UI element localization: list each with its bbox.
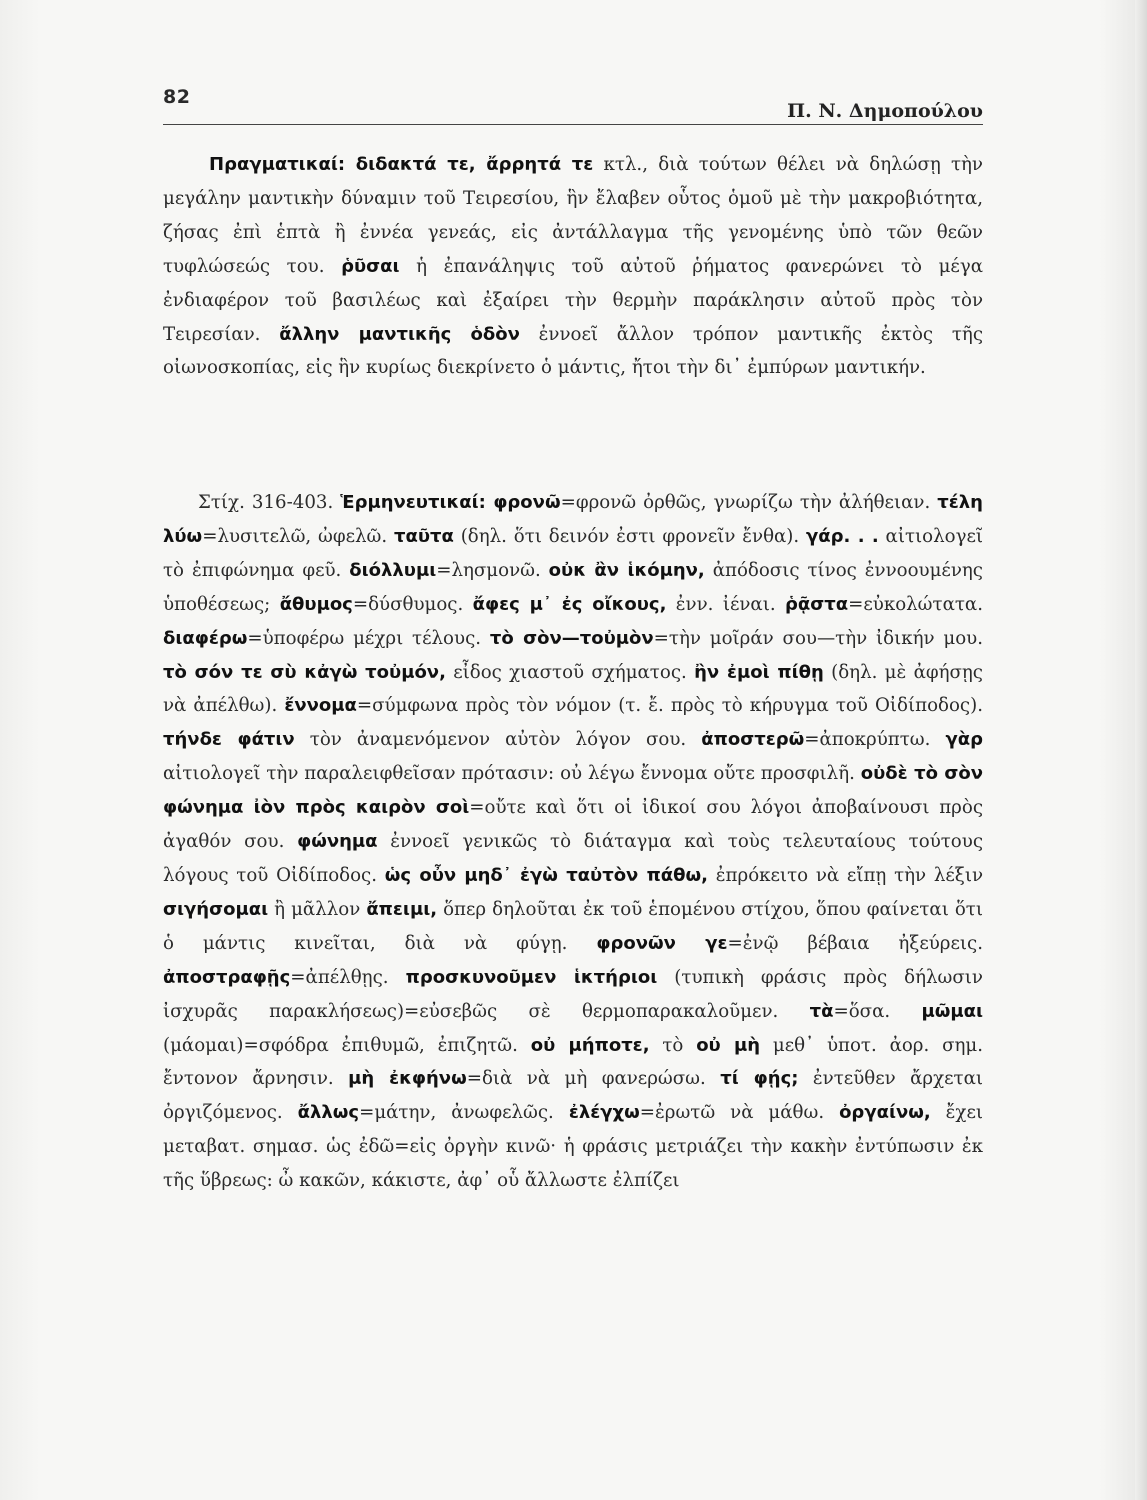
lemma-term: Πραγματικαί: διδακτά τε, ἄρρητά τε [209, 154, 594, 175]
gloss-text: =λησμονῶ. [436, 559, 549, 581]
gloss-text: ἐννοεῖ ἄλλον τρόπον μαντικῆς ἐκτὸς τῆς οἰωνοσκοπίας, εἰς ἣν κυρίως διεκρίνετο ὁ μάντις, ἤτοι τὴν δι᾽ ἐμπύρων μαντικήν. [163, 323, 984, 379]
lemma-term: διαφέρω [163, 627, 248, 649]
gloss-text: =σύμφωνα πρὸς τὸν νόμον (τ. ἔ. πρὸς τὸ κήρυγμα τοῦ Οἰδίποδος). [356, 695, 983, 717]
gloss-text: =ἀπέλθῃς. [290, 966, 406, 988]
lemma-term: Ἑρμηνευτικαί: φρονῶ [340, 492, 561, 513]
gloss-text: =ὑποφέρω μέχρι τέλους. [247, 627, 490, 649]
commentary-paragraph-1 [163, 148, 983, 385]
lemma-term: τί φῄς; [720, 1068, 799, 1090]
gloss-text: Στίχ. 316-403. [198, 492, 341, 513]
gloss-text: ὅπερ δηλοῦται ἐκ τοῦ ἑπομένου στίχου, ὅπου φαίνεται ὅτι ὁ μάντις κινεῖται, διὰ νὰ φύγῃ. [163, 898, 984, 954]
gloss-text: =εὐκολώτατα. [848, 593, 983, 615]
gloss-text: (δηλ. μὲ ἀφήσῃς νὰ ἀπέλθω). [163, 661, 983, 717]
lemma-term: γάρ. . . [806, 525, 879, 547]
gloss-text: =οὔτε καὶ ὅτι οἱ ἰδικοί σου λόγοι ἀποβαίνουσι πρὸς ἀγαθόν σου. [163, 797, 984, 853]
gloss-text: (δηλ. ὅτι δεινόν ἐστι φρονεῖν ἔνθα). [453, 525, 807, 547]
gloss-text: =τὴν μοῖράν σου—τὴν ἰδικήν μου. [653, 627, 984, 649]
lemma-term: οὐδὲ τὸ σὸν φώνημα ἰὸν πρὸς καιρὸν σοὶ [163, 763, 983, 819]
page-number: 82 [163, 86, 191, 108]
lemma-term: τὰ [809, 1000, 834, 1022]
lemma-term: οὐ μήποτε, [530, 1034, 650, 1056]
gloss-text: τὸ [649, 1034, 697, 1056]
lemma-term: φρονῶν γε [596, 932, 728, 954]
gloss-text: εἶδος χιαστοῦ σχήματος. [445, 661, 695, 683]
lemma-term: οὐ μὴ [696, 1034, 761, 1056]
lemma-term: τήνδε φάτιν [163, 729, 295, 751]
lemma-term: γὰρ [945, 729, 983, 751]
lemma-term: τὸ σόν τε σὺ κἀγὼ τοὐμόν, [163, 661, 446, 683]
gloss-text: μεθ᾽ ὑποτ. ἀορ. σημ. ἔντονον ἄρνησιν. [163, 1034, 983, 1090]
gloss-text: ἐνν. ἰέναι. [666, 593, 785, 615]
gloss-text: αἰτιολογεῖ τὴν παραλειφθεῖσαν πρότασιν: οὐ λέγω ἔννομα οὔτε προσφιλῆ. [163, 763, 861, 785]
lemma-term: σιγήσομαι [163, 898, 269, 920]
lemma-term: ἄθυμος [279, 593, 353, 615]
gloss-text: =ἐρωτῶ νὰ μάθω. [639, 1102, 840, 1124]
lemma-term: ἀποστραφῇς [163, 966, 291, 988]
lemma-term: τέλη λύω [163, 492, 983, 547]
gloss-text: =ἀποκρύπτω. [804, 729, 946, 751]
lemma-term: ἔννομα [284, 695, 357, 717]
lemma-term: ἐλέγχω [568, 1102, 640, 1124]
gloss-text: =ὅσα. [833, 1000, 922, 1022]
gloss-text: =διὰ νὰ μὴ φανερώσω. [466, 1068, 721, 1090]
gloss-text: ἡ ἐπανάληψις τοῦ αὐτοῦ ῥήματος φανερώνει τὸ μέγα ἐνδιαφέρον τοῦ βασιλέως καὶ ἐξαίρει τὴν θερμὴν παράκλησιν αὐτοῦ πρὸς τὸν Τειρεσίαν. [163, 255, 983, 345]
lemma-term: προσκυνοῦμεν ἱκτήριοι [405, 966, 658, 988]
gloss-text: τὸν ἀναμενόμενον αὐτὸν λόγον σου. [294, 729, 702, 751]
gloss-text: κτλ., διὰ τούτων θέλει νὰ δηλώσῃ τὴν μεγάλην μαντικὴν δύναμιν τοῦ Τειρεσίου, ἣν ἔλαβεν οὗτος ὁμοῦ μὲ τὴν μακροβιότητα, ζήσας ἐπὶ ἑπτὰ ἢ ἐννέα γενεάς, εἰς ἀντάλλαγμα τῆς γενομένης ὑπὸ τῶν θεῶν τυφλώσεώς του. [163, 154, 983, 277]
gloss-text: (μάομαι)=σφόδρα ἐπιθυμῶ, ἐπιζητῶ. [163, 1034, 531, 1056]
commentary-paragraph-2 [163, 486, 983, 1198]
lemma-term: ὀργαίνω, [839, 1102, 931, 1124]
gloss-text: (τυπικὴ φράσις πρὸς δήλωσιν ἰσχυρᾶς παρακλήσεως)=εὐσεβῶς σὲ θερμοπαρακαλοῦμεν. [163, 966, 983, 1022]
gloss-text: =δύσθυμος. [352, 593, 473, 615]
gloss-text: ἐντεῦθεν ἄρχεται ὀργιζόμενος. [163, 1068, 984, 1124]
lemma-term: τὸ σὸν—τοὐμὸν [489, 627, 654, 649]
lemma-term: ῥῦσαι [341, 255, 400, 277]
page-header [163, 80, 983, 120]
lemma-term: ταῦτα [394, 525, 454, 547]
lemma-term: μὴ ἐκφήνω [348, 1068, 467, 1090]
lemma-term: οὐκ ἂν ἱκόμην, [548, 559, 705, 581]
lemma-term: ὡς οὖν μηδ᾽ ἐγὼ ταὐτὸν πάθω, [384, 864, 709, 886]
lemma-term: φώνημα [297, 831, 378, 853]
lemma-term: ἄλλως [297, 1102, 360, 1124]
gloss-text: ἐννοεῖ γενικῶς τὸ διάταγμα καὶ τοὺς τελευταίους τούτους λόγους τοῦ Οἰδίποδος. [163, 831, 983, 886]
lemma-term: ἢν ἐμοὶ πίθῃ [694, 661, 824, 683]
gloss-text: ἐπρόκειτο νὰ εἴπῃ τὴν λέξιν [708, 864, 984, 886]
running-head: Π. Ν. Δημοπούλου [787, 100, 983, 122]
gloss-text: =μάτην, ἀνωφελῶς. [359, 1102, 569, 1124]
lemma-term: ἄλλην μαντικῆς ὁδὸν [279, 323, 520, 345]
gloss-text: ἢ μᾶλλον [268, 898, 367, 920]
lemma-term: ἄπειμι, [366, 898, 438, 920]
gloss-text: =λυσιτελῶ, ὠφελῶ. [202, 525, 394, 547]
lemma-term: ῥᾷστα [784, 593, 849, 615]
page-edge-shadow [1135, 0, 1147, 1500]
gloss-text: ἀπόδοσις τίνος ἐννοουμένης ὑποθέσεως; [163, 559, 983, 615]
lemma-term: διόλλυμι [349, 559, 437, 581]
gloss-text: =ἐνῷ βέβαια ἠξεύρεις. [727, 932, 984, 954]
header-rule [163, 124, 983, 125]
gloss-text: =φρονῶ ὀρθῶς, γνωρίζω τὴν ἀλήθειαν. [560, 492, 938, 513]
lemma-term: ἄφες μ᾽ ἐς οἴκους, [472, 593, 667, 615]
lemma-term: μῶμαι [921, 1000, 983, 1022]
gloss-text: αἰτιολογεῖ τὸ ἐπιφώνημα φεῦ. [163, 525, 983, 581]
gloss-text: ἔχει μεταβατ. σημασ. ὡς ἐδῶ=εἰς ὀργὴν κινῶ· ἡ φράσις μετριάζει τὴν κακὴν ἐντύπωσιν ἐκ τῆς ὕβρεως: ὦ κακῶν, κάκιστε, ἀφ᾽ οὗ ἄλλωστε ἐλπίζει [163, 1102, 983, 1192]
lemma-term: ἀποστερῶ [701, 729, 805, 751]
